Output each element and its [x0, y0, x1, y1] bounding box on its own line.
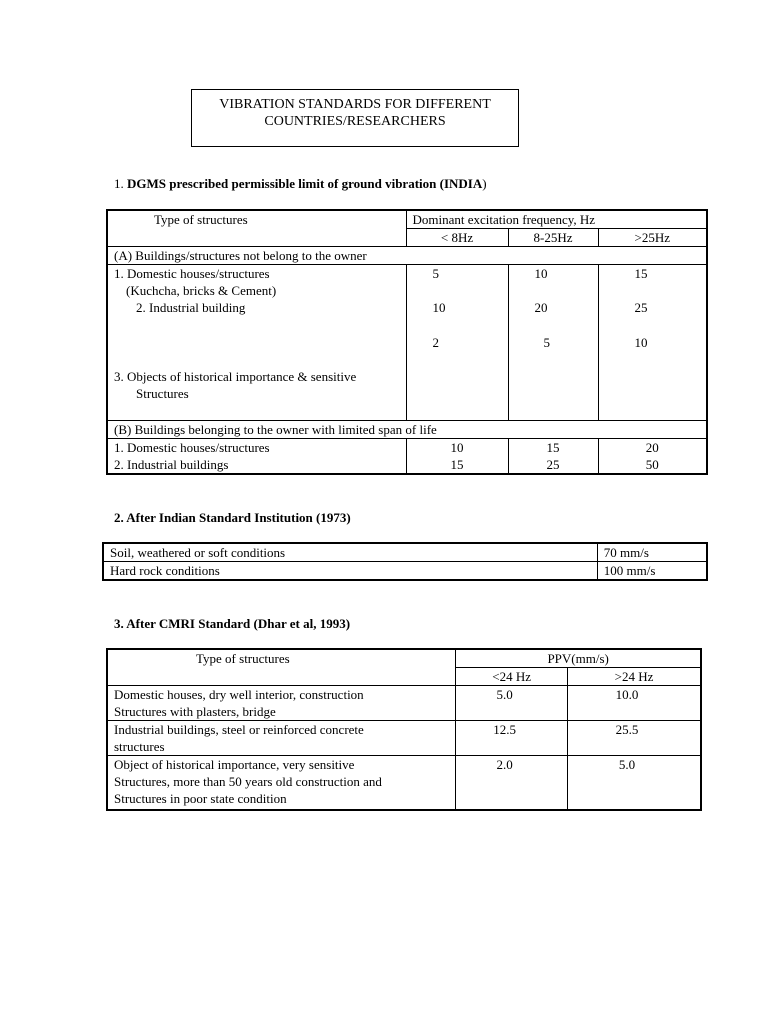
b-lt8-cell	[406, 439, 508, 475]
b-row1-label: 1. Domestic houses/structures	[114, 440, 270, 455]
table-row	[103, 562, 707, 581]
group-b-row	[107, 421, 707, 439]
group-b-label: (B) Buildings belonging to the owner with limited span of life	[107, 421, 707, 439]
a-r2-v3: 25	[634, 300, 648, 315]
a-r1-v3: 15	[634, 266, 648, 281]
dgms-table	[106, 209, 708, 475]
table-header-row	[107, 649, 701, 668]
a-row3-line1: 3. Objects of historical importance & sensitive	[114, 369, 357, 384]
section-1-number: 1.	[114, 176, 124, 191]
isi-row1-value: 70 mm/s	[597, 543, 707, 562]
cmri-row3-label	[107, 756, 456, 811]
a-row1-line1: 1. Domestic houses/structures	[114, 266, 270, 281]
cmri-row2-line2: structures	[114, 739, 165, 754]
b-r2-v3: 50	[645, 457, 659, 472]
group-b-data-row	[107, 439, 707, 475]
cmri-table	[106, 648, 702, 811]
a-row2-label: 2. Industrial building	[136, 300, 246, 315]
table-row	[107, 686, 701, 721]
table-row	[103, 543, 707, 562]
a-r3-v3: 10	[634, 335, 648, 350]
cmri-sub1-header: <24 Hz	[456, 668, 568, 686]
section-1-title: DGMS prescribed permissible limit of ground vibration (INDIA	[127, 176, 483, 191]
col-type-header: Type of structures	[107, 210, 406, 247]
cmri-row1-line1: Domestic houses, dry well interior, construction	[114, 687, 364, 702]
group-a-structure-cell	[107, 265, 406, 421]
cmri-row1-label	[107, 686, 456, 721]
b-r2-v2: 25	[546, 457, 560, 472]
cmri-row3-line2: Structures, more than 50 years old construction and	[114, 774, 382, 789]
a-row1-line2: (Kuchcha, bricks & Cement)	[126, 283, 277, 298]
a-r1-v1: 5	[432, 266, 439, 281]
cmri-row1-v2: 10.0	[567, 686, 701, 721]
table-header-row	[107, 210, 707, 229]
cmri-sub2-header: >24 Hz	[567, 668, 701, 686]
freq-8-25-header: 8-25Hz	[508, 229, 598, 247]
a-lt8-cell	[406, 265, 508, 421]
title-line-1: VIBRATION STANDARDS FOR DIFFERENT	[219, 97, 491, 112]
b-gt25-cell	[598, 439, 707, 475]
a-r2-v1: 10	[432, 300, 446, 315]
b-r1-v1: 10	[450, 440, 464, 455]
document-title-box	[191, 89, 519, 147]
cmri-row2-v1: 12.5	[456, 721, 568, 756]
isi-table	[102, 542, 708, 581]
freq-lt8-header: < 8Hz	[406, 229, 508, 247]
a-r2-v2: 20	[534, 300, 548, 315]
section-1-title-end: )	[482, 176, 487, 191]
a-row3-line2: Structures	[136, 386, 189, 401]
cmri-row2-line1: Industrial buildings, steel or reinforced concrete	[114, 722, 364, 737]
a-r3-v2: 5	[543, 335, 550, 350]
isi-row2-value: 100 mm/s	[597, 562, 707, 581]
group-a-data-row	[107, 265, 707, 421]
isi-row1-label: Soil, weathered or soft conditions	[103, 543, 597, 562]
b-8-25-cell	[508, 439, 598, 475]
a-gt25-cell	[598, 265, 707, 421]
group-b-structure-cell	[107, 439, 406, 475]
cmri-row3-v2: 5.0	[567, 756, 701, 811]
freq-gt25-header: >25Hz	[598, 229, 707, 247]
group-a-row	[107, 247, 707, 265]
group-a-label: (A) Buildings/structures not belong to the owner	[107, 247, 707, 265]
cmri-row1-line2: Structures with plasters, bridge	[114, 704, 276, 719]
table-row	[107, 756, 701, 811]
cmri-row1-v1: 5.0	[456, 686, 568, 721]
cmri-col-type-header: Type of structures	[107, 649, 456, 686]
b-r1-v3: 20	[645, 440, 659, 455]
title-line-2: COUNTRIES/RESEARCHERS	[264, 114, 446, 129]
b-row2-label: 2. Industrial buildings	[114, 457, 229, 472]
cmri-row3-line3: Structures in poor state condition	[114, 791, 287, 806]
a-r1-v2: 10	[534, 266, 548, 281]
col-frequency-header: Dominant excitation frequency, Hz	[406, 210, 707, 229]
section-2-heading: 2. After Indian Standard Institution (1973)	[114, 510, 351, 525]
cmri-row3-v1: 2.0	[456, 756, 568, 811]
cmri-col-ppv-header: PPV(mm/s)	[456, 649, 701, 668]
section-1-heading	[114, 175, 487, 192]
section-3-heading: 3. After CMRI Standard (Dhar et al, 1993)	[114, 616, 351, 631]
b-r1-v2: 15	[546, 440, 560, 455]
a-8-25-cell	[508, 265, 598, 421]
cmri-row3-line1: Object of historical importance, very sensitive	[114, 757, 355, 772]
isi-row2-label: Hard rock conditions	[103, 562, 597, 581]
cmri-row2-label	[107, 721, 456, 756]
b-r2-v1: 15	[450, 457, 464, 472]
table-row	[107, 721, 701, 756]
a-r3-v1: 2	[432, 335, 439, 350]
cmri-row2-v2: 25.5	[567, 721, 701, 756]
